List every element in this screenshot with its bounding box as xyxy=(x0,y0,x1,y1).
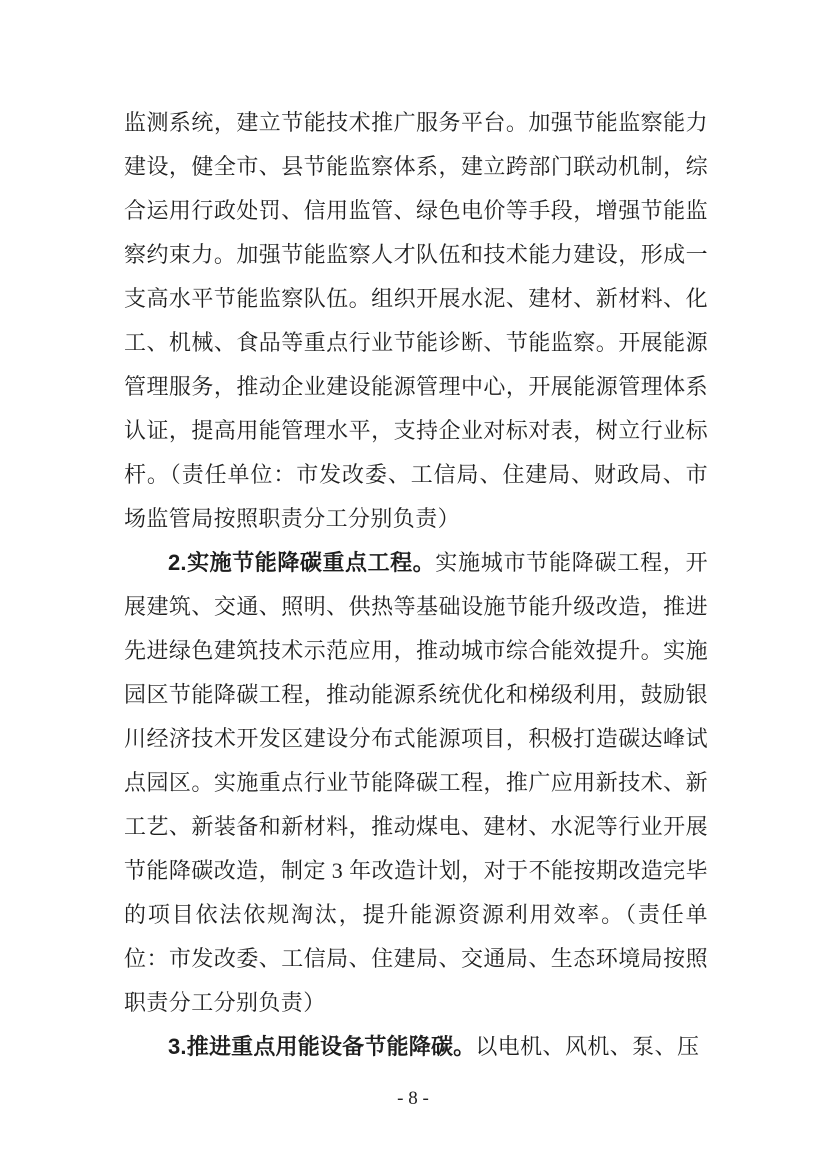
page-number: - 8 - xyxy=(397,1088,429,1109)
document-body xyxy=(124,101,708,1069)
paragraph-item-3 xyxy=(124,1025,708,1069)
paragraph-lead-bold: 2.实施节能降碳重点工程。 xyxy=(168,550,436,575)
paragraph-lead-bold: 3.推进重点用能设备节能降碳。 xyxy=(168,1034,476,1059)
paragraph-text: 监测系统，建立节能技术推广服务平台。加强节能监察能力建设，健全市、县节能监察体系，建立跨部门联动机制，综合运用行政处罚、信用监管、绿色电价等手段，增强节能监察约束力。加强节能监察人才队伍和技术能力建设，形成一支高水平节能监察队伍。组织开展水泥、建材、新材料、化工、机械、食品等重点行业节能诊断、节能监察。开展能源管理服务，推动企业建设能源管理中心，开展能源管理体系认证，提高用能管理水平，支持企业对标对表，树立行业标杆。（责任单位：市发改委、工信局、住建局、财政局、市场监管局按照职责分工分别负责） xyxy=(124,110,708,531)
paragraph-item-2 xyxy=(124,541,708,1025)
paragraph-continuation xyxy=(124,101,708,541)
paragraph-text: 实施城市节能降碳工程，开展建筑、交通、照明、供热等基础设施节能升级改造，推进先进绿色建筑技术示范应用，推动城市综合能效提升。实施园区节能降碳工程，推动能源系统优化和梯级利用，鼓励银川经济技术开发区建设分布式能源项目，积极打造碳达峰试点园区。实施重点行业节能降碳工程，推广应用新技术、新工艺、新装备和新材料，推动煤电、建材、水泥等行业开展节能降碳改造，制定 3 年改造计划，对于不能按期改造完毕的项目依法依规淘汰，提升能源资源利用效率。（责任单位：市发改委、工信局、住建局、交通局、生态环境局按照职责分工分别负责） xyxy=(124,550,708,1015)
paragraph-text: 以电机、风机、泵、压 xyxy=(475,1034,700,1059)
